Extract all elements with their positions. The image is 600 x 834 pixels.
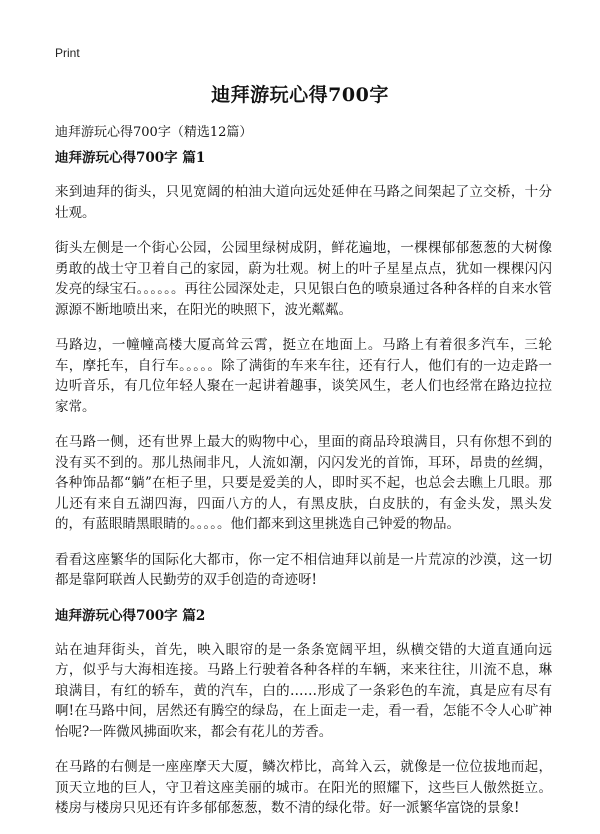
paragraph: 在马路的右侧是一座座摩天大厦，鳞次栉比，高耸入云，就像是一位位拔地而起，顶天立地的巨人，守卫着这座美丽的城市。在阳光的照耀下，这些巨人傲然挺立。楼房与楼房只见还有许多郁郁葱葱，数不清的绿化带。好一派繁华富饶的景象!	[55, 759, 552, 816]
print-link[interactable]: Print	[55, 46, 80, 60]
section-heading: 迪拜游玩心得700字 篇2	[55, 607, 206, 624]
document-body	[55, 148, 552, 834]
section-2	[55, 606, 552, 819]
paragraph: 站在迪拜街头，首先，映入眼帘的是一条条宽阔平坦，纵横交错的大道直通向远方，似乎与大海相连接。马路上行驶着各种各样的车辆，来来往往，川流不息，琳琅满目，有红的轿车，黄的汽车，白的……形成了一条彩色的车流，真是应有尽有啊!在马路中间，居然还有腾空的绿岛，在上面走一走，看一看，怎能不令人心旷神怡呢?一阵微风拂面吹来，都会有花儿的芳香。	[55, 641, 552, 740]
paragraph: 在马路一侧，还有世界上最大的购物中心，里面的商品玲琅满目，只有你想不到的没有买不到的。那儿热闹非凡，人流如潮，闪闪发光的首饰，耳环，昂贵的丝绸，各种饰品都“躺”在柜子里，只要是爱美的人，即时买不起，也总会去瞧上几眼。那儿还有来自五湖四海，四面八方的人，有黑皮肤，白皮肤的，有金头发，黑头发的，有蓝眼睛黑眼睛的。。。。。他们都来到这里挑选自己钟爱的物品。	[55, 434, 552, 532]
document-subtitle: 迪拜游玩心得700字（精选12篇）	[55, 125, 253, 140]
paragraph: 街头左侧是一个街心公园，公园里绿树成阴，鲜花遍地，一棵棵郁郁葱葱的大树像勇敢的战士守卫着自己的家园，蔚为壮观。树上的叶子星星点点，犹如一棵棵闪闪发亮的绿宝石。。。。。。再往公园深处走，只见银白色的喷泉通过各种各样的自来水管源源不断地喷出来，在阳光的映照下，波光粼粼。	[55, 240, 552, 318]
section-1	[55, 148, 552, 591]
paragraph: 马路边，一幢幢高楼大厦高耸云霄，挺立在地面上。马路上有着很多汽车，三轮车，摩托车，自行车。。。。。除了满街的车来车往，还有行人，他们有的一边走路一边听音乐，有几位年轻人聚在一起讲着趣事，谈笑风生，老人们也经常在路边拉拉家常。	[55, 337, 552, 415]
paragraph: 来到迪拜的街头，只见宽阔的柏油大道向远处延伸在马路之间架起了立交桥，十分壮观。	[55, 184, 552, 221]
page-title: 迪拜游玩心得700字	[211, 84, 389, 106]
paragraph: 看看这座繁华的国际化大都市，你一定不相信迪拜以前是一片荒凉的沙漠，这一切都是靠阿联酋人民勤劳的双手创造的奇迹呀!	[55, 551, 552, 588]
section-heading: 迪拜游玩心得700字 篇1	[55, 150, 206, 166]
